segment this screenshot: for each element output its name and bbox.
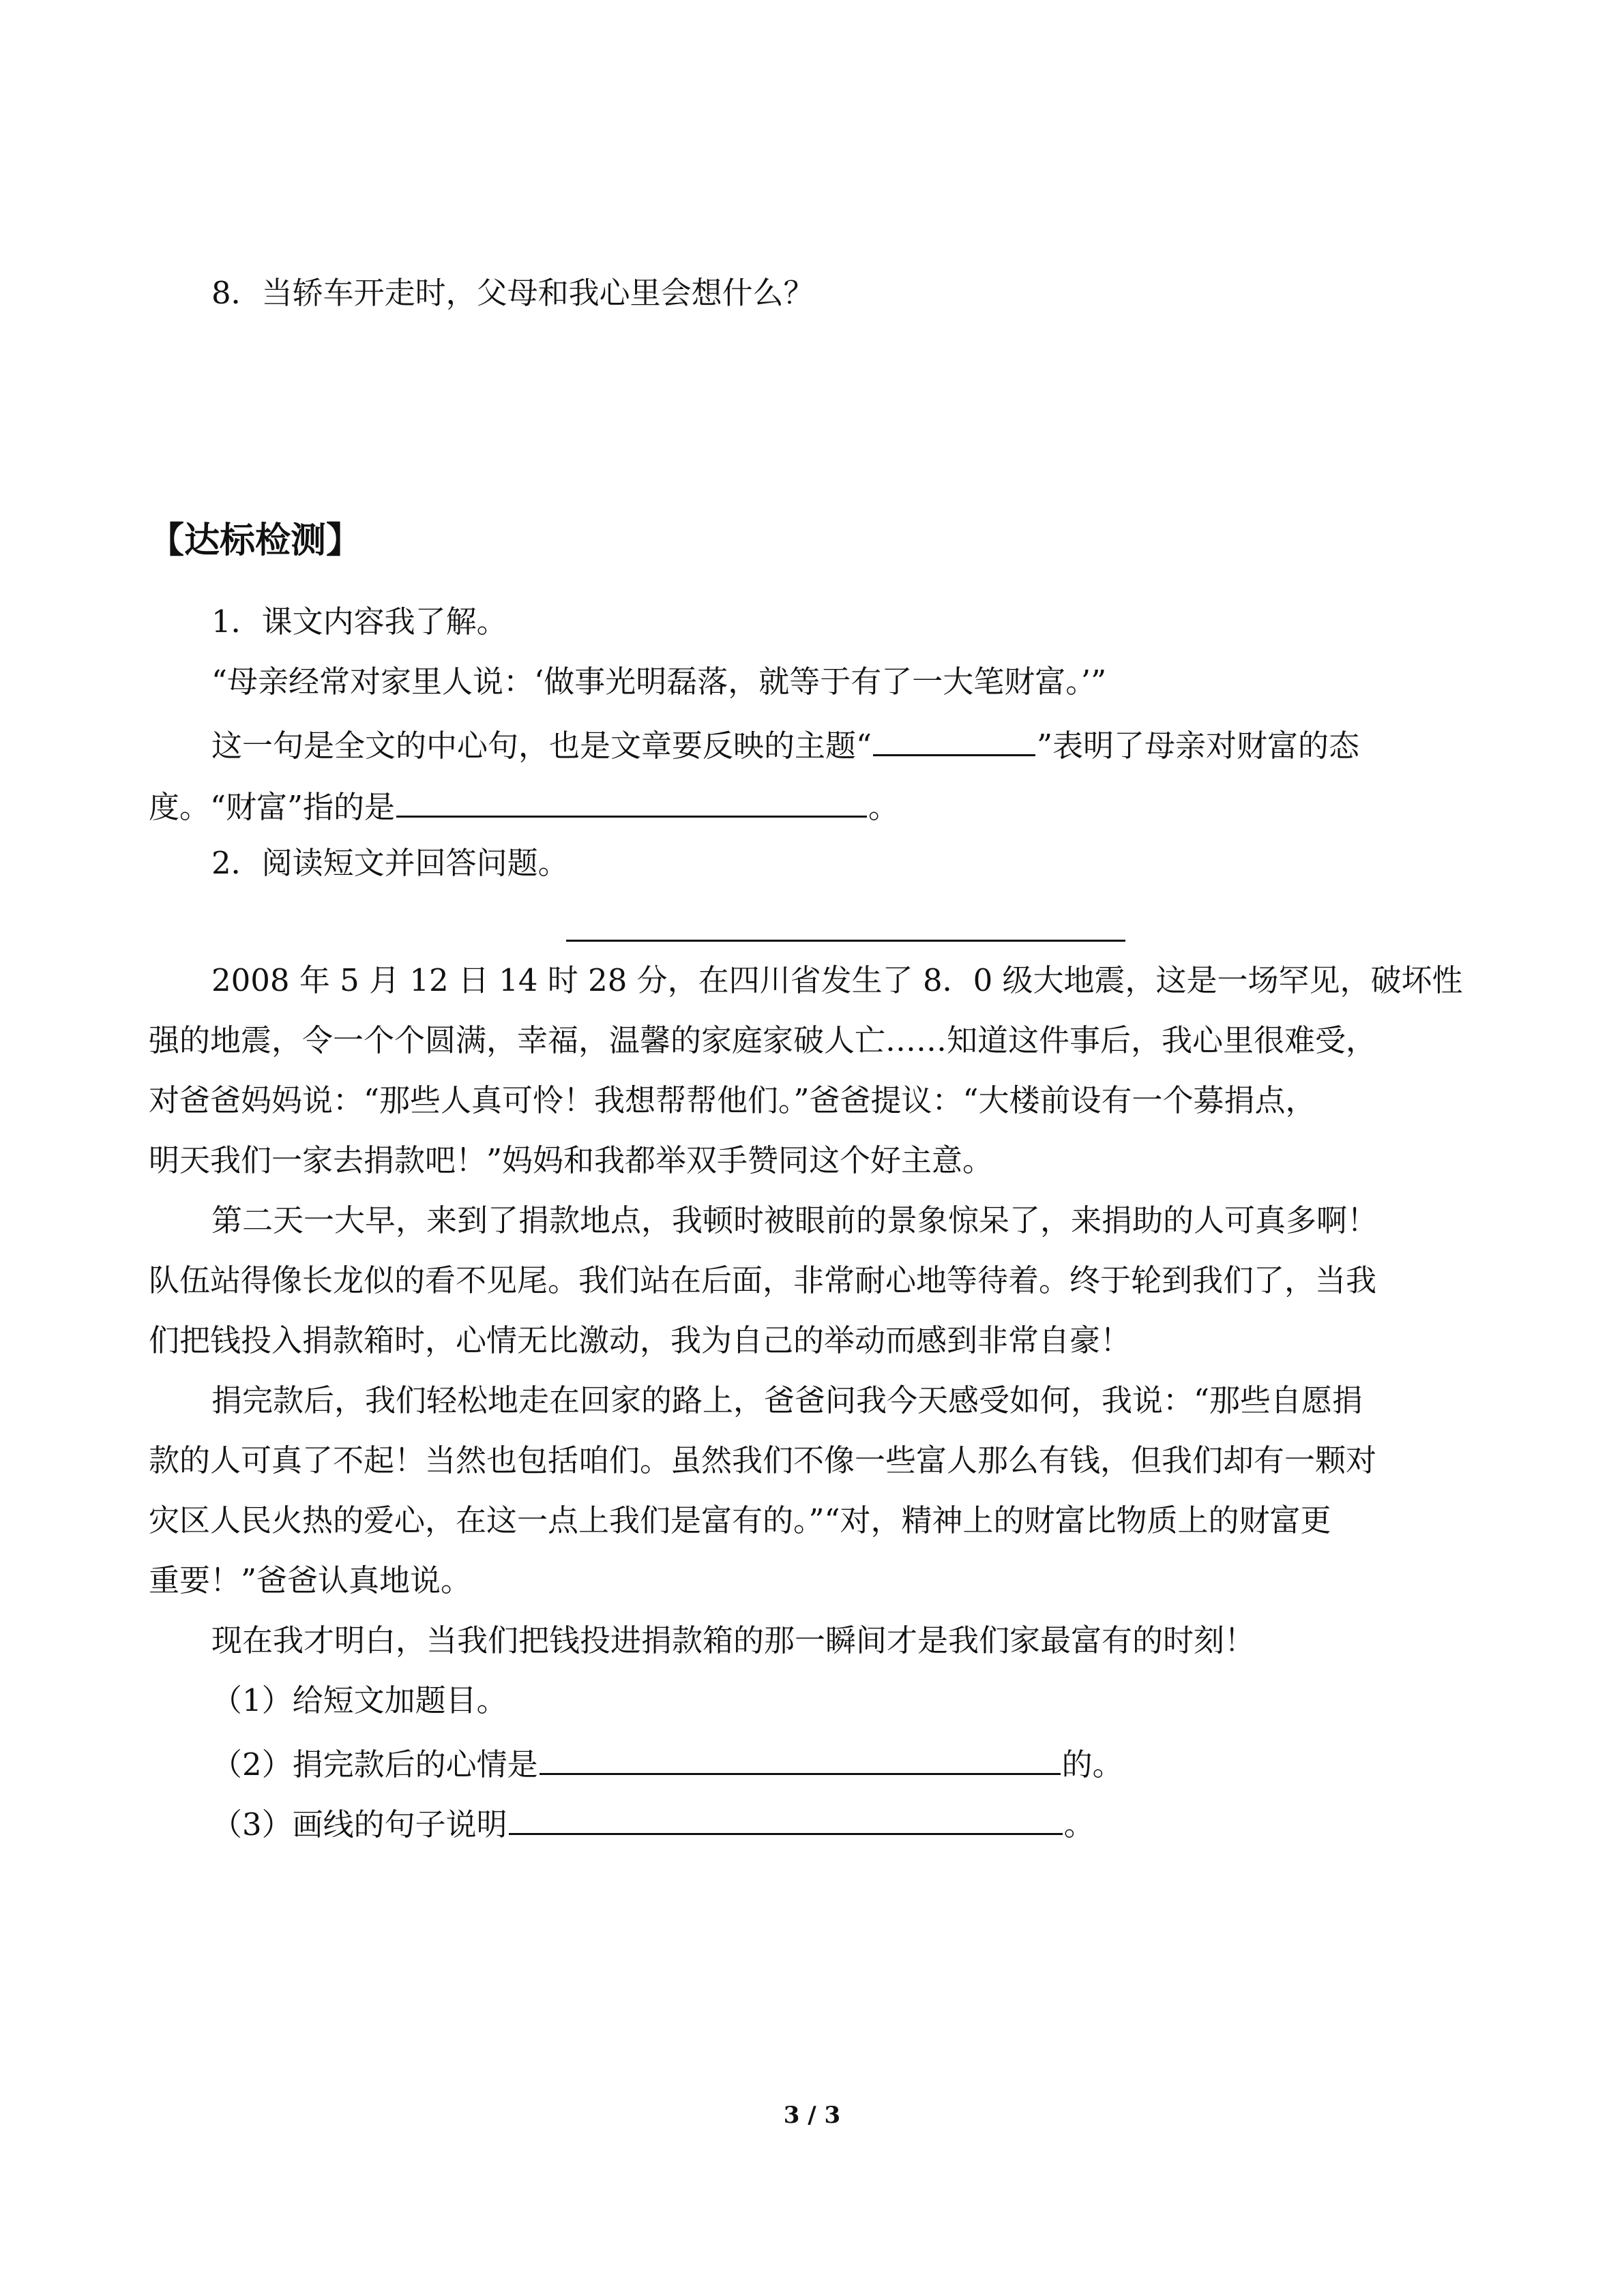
passage-line: 队伍站得像长龙似的看不见尾。我们站在后面，非常耐心地等待着。终于轮到我们了，当我: [149, 1262, 1377, 1298]
q1-wealth-text-after: 。: [868, 789, 900, 825]
q2-label: 2．阅读短文并回答问题。: [211, 845, 569, 881]
passage-line: 明天我们一家去捐款吧！”妈妈和我都举双手赞同这个好主意。: [149, 1142, 994, 1178]
question-8: 8．当轿车开走时，父母和我心里会想什么？: [211, 275, 814, 311]
underlined-sentence-answer-blank[interactable]: [509, 1800, 1063, 1835]
sub-question-2: [211, 1740, 1123, 1785]
passage-title-blank[interactable]: [566, 940, 1125, 942]
passage-line: 2008 年 5 月 12 日 14 时 28 分，在四川省发生了 8．0 级大地震，这是一场罕见，破坏性: [211, 962, 1463, 998]
passage-line: 强的地震，令一个个圆满，幸福，温馨的家庭家破人亡……知道这件事后，我心里很难受，: [149, 1022, 1377, 1058]
passage-line: 现在我才明白，当我们把钱投进捐款箱的那一瞬间才是我们家最富有的时刻！: [211, 1622, 1256, 1658]
q1-label: 1．课文内容我了解。: [211, 603, 507, 640]
sub-question-3: [211, 1800, 1095, 1845]
page-number: 3 / 3: [783, 2102, 841, 2129]
passage-line: 第二天一大早，来到了捐款地点，我顿时被眼前的景象惊呆了，来捐助的人可真多啊！: [211, 1202, 1378, 1238]
theme-answer-blank[interactable]: [873, 721, 1035, 756]
section-heading: 【达标检测】: [149, 520, 362, 561]
sub-question-2-text-before: （2）捐完款后的心情是: [211, 1746, 538, 1783]
q1-wealth-text-before: 度。“财富”指的是: [149, 789, 396, 825]
passage-line: 重要！”爸爸认真地说。: [149, 1562, 472, 1598]
passage-line: 款的人可真了不起！当然也包括咱们。虽然我们不像一些富人那么有钱，但我们却有一颗对: [149, 1442, 1377, 1478]
q1-wealth-line: [149, 783, 899, 828]
q1-theme-line: [211, 721, 1359, 766]
passage-line: 们把钱投入捐款箱时，心情无比激动，我为自己的举动而感到非常自豪！: [149, 1322, 1132, 1358]
sub-question-3-text-before: （3）画线的句子说明: [211, 1806, 507, 1843]
sub-question-1: （1）给短文加题目。: [211, 1682, 507, 1718]
q1-theme-text-after: ”表明了母亲对财富的态: [1037, 728, 1360, 764]
passage-line: 灾区人民火热的爱心，在这一点上我们是富有的。”“对，精神上的财富比物质上的财富更: [149, 1502, 1331, 1538]
mood-answer-blank[interactable]: [540, 1740, 1061, 1775]
passage-line: 捐完款后，我们轻松地走在回家的路上，爸爸问我今天感受如何，我说：“那些自愿捐: [211, 1382, 1363, 1418]
q1-theme-text-before: 这一句是全文的中心句，也是文章要反映的主题“: [211, 728, 872, 764]
sub-question-2-text-after: 的。: [1061, 1746, 1123, 1783]
sub-question-3-text-after: 。: [1063, 1806, 1095, 1843]
q1-quote: “母亲经常对家里人说：‘做事光明磊落，就等于有了一大笔财富。’”: [211, 664, 1107, 700]
passage-line: 对爸爸妈妈说：“那些人真可怜！我想帮帮他们。”爸爸提议：“大楼前设有一个募捐点，: [149, 1082, 1316, 1118]
wealth-answer-blank[interactable]: [396, 783, 867, 818]
